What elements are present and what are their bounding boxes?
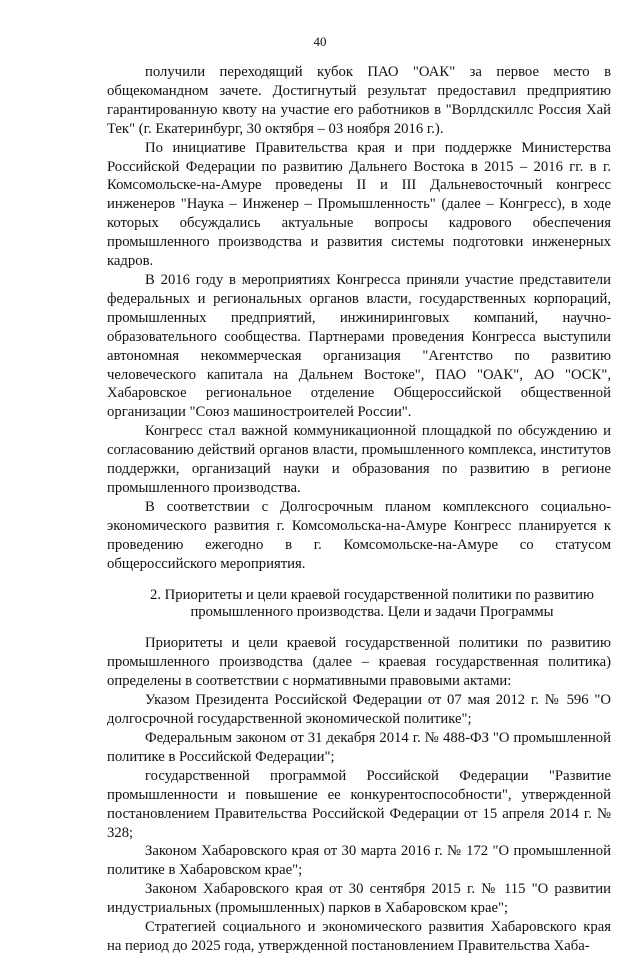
section-heading-line-2: промышленного производства. Цели и задачи Программы (190, 604, 554, 621)
paragraph-priorities-intro: Приоритеты и цели краевой государственной политики по развитию промышленного производства (далее – краевая государственная политика) определены в соответствии с нормативными правовыми актами: (107, 635, 611, 690)
section-heading (107, 587, 611, 621)
page-number: 40 (313, 34, 327, 49)
document-body (107, 63, 611, 956)
paragraph-long-term-plan: В соответствии с Долгосрочным планом комплексного социально-экономического развития г. Комсомольска-на-Амуре Конгресс планируется к проведению ежегодно в г. Комсомольске-на-Амуре со статусом общероссийского мероприятия. (107, 498, 611, 572)
list-item-khabarovsk-law-115: Законом Хабаровского края от 30 сентября 2015 г. № 115 "О развитии индустриальных (промышленных) парков в Хабаровском крае"; (107, 881, 611, 917)
paragraph-engineers-congress: По инициативе Правительства края и при поддержке Министерства Российской Федерации по развитию Дальнего Востока в 2015 – 2016 гг. в г. Комсомольске-на-Амуре проведены II и III Дальневосточный конгресс инженеров "Наука – Инженер – Промышленность" (далее – Конгресс), в ходе которых обсуждались актуальные вопросы кадрового обеспечения промышленного производства и развития системы подготовки инженерных кадров. (107, 139, 611, 270)
list-item-state-program: государственной программой Российской Федерации "Развитие промышленности и повышение ее конкурентоспособности", утвержденной постановлением Правительства Российской Федерации от 15 апреля 2014 г. № 328; (107, 767, 611, 841)
list-item-khabarovsk-law-172: Законом Хабаровского края от 30 марта 2016 г. № 172 "О промышленной политике в Хабаровском крае"; (107, 843, 611, 879)
paragraph-congress-platform: Конгресс стал важной коммуникационной площадкой по обсуждению и согласованию действий органов власти, промышленного комплекса, институтов поддержки, организаций науки и образования по развитию в регионе промышленного производства. (107, 423, 611, 496)
section-heading-line-1: 2. Приоритеты и цели краевой государственной политики по развитию (149, 587, 595, 604)
list-item-development-strategy: Стратегией социального и экономического развития Хабаровского края на период до 2025 года, утвержденной постановлением Правительства Хаба- (107, 919, 611, 954)
list-item-presidential-decree: Указом Президента Российской Федерации от 07 мая 2012 г. № 596 "О долгосрочной государственной экономической политике"; (107, 692, 611, 728)
paragraph-aok-cup: получили переходящий кубок ПАО "ОАК" за первое место в общекомандном зачете. Достигнутый результат предоставил предприятию гарантированную квоту на участие его работников в "Ворлдскиллс Россия Хай Тек" (г. Екатеринбург, 30 октября – 03 ноября 2016 г.). (107, 64, 611, 137)
paragraph-congress-participants: В 2016 году в мероприятиях Конгресса приняли участие представители федеральных и региональных органов власти, государственных корпораций, промышленных предприятий, инжиниринговых компаний, научно-образовательного сообщества. Партнерами проведения Конгресса выступили автономная некоммерческая организация "Агентство по развитию человеческого капитала на Дальнем Востоке", ПАО "ОАК", АО "ОСК", Хабаровское региональное отделение Общероссийской общественной организации "Союз машиностроителей России". (107, 271, 611, 421)
list-item-federal-law: Федеральным законом от 31 декабря 2014 г. № 488-ФЗ "О промышленной политике в Российской Федерации"; (107, 730, 611, 765)
